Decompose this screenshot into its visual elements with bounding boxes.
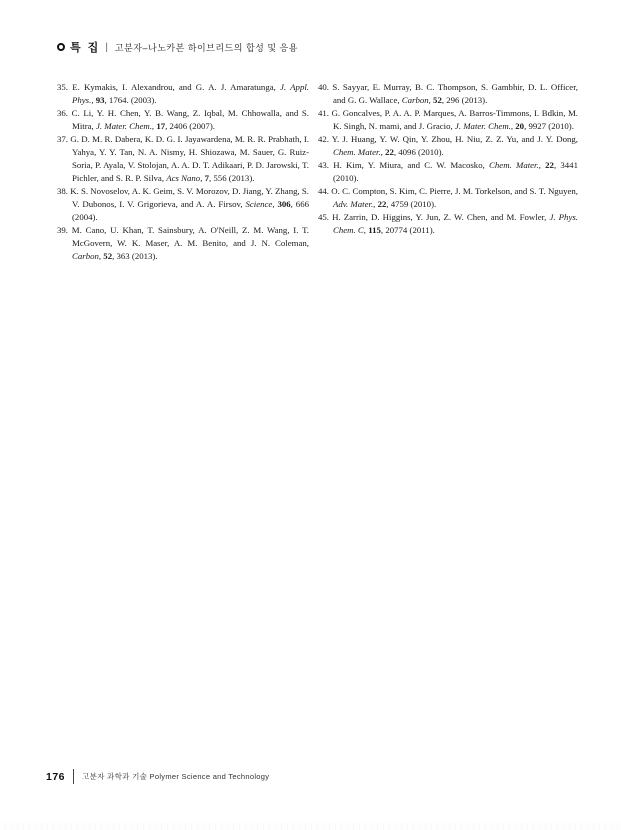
reference-item: 45. H. Zarrin, D. Higgins, Y. Jun, Z. W. Chen, and M. Fowler, J. Phys. Chem. C, 115, 20774 (2011). [318,212,578,235]
reference-item: 38. K. S. Novoselov, A. K. Geim, S. V. Morozov, D. Jiang, Y. Zhang, S. V. Dubonos, I. V. Grigorieva, and A. A. Firsov, Science, 306, 666 (2004). [57,186,309,222]
section-label: 특 집 [70,42,101,54]
reference-number: 40. [318,82,333,92]
journal-name: 고분자 과학과 기술 Polymer Science and Technology [82,772,270,781]
reference-number: 44. [318,186,332,196]
reference-item: 42. Y. J. Huang, Y. W. Qin, Y. Zhou, H. Niu, Z. Z. Yu, and J. Y. Dong, Chem. Mater., 22, 4096 (2010). [318,134,578,157]
reference-number: 37. [57,134,71,144]
reference-item: 43. H. Kim, Y. Miura, and C. W. Macosko, Chem. Mater., 22, 3441 (2010). [318,160,578,183]
feature-title: 고분자–나노카본 하이브리드의 합성 및 응용 [114,42,298,53]
header-divider: | [105,41,108,53]
reference-number: 39. [57,225,72,235]
reference-number: 41. [318,108,332,118]
page-footer [46,769,269,784]
reference-item: 41. G. Goncalves, P. A. A. P. Marques, A. Barros-Timmons, I. Bdkin, M. K. Singh, N. mami, and J. Gracio, J. Mater. Chem., 20, 9927 (2010). [318,108,578,131]
reference-item: 37. G. D. M. R. Dabera, K. D. G. I. Jayawardena, M. R. R. Prabhath, I. Yahya, Y. Y. Tan, N. A. Nismy, H. Shiozawa, M. Sauer, G. Ruiz-Soria, P. Ayala, V. Stolojan, A. A. D. T. Adikaari, P. D. Jarowski, T. Pichler, and S. R. P. Silva, Acs Nano, 7, 556 (2013). [57,134,310,183]
reference-number: 45. [318,212,333,222]
reference-number: 43. [318,160,334,170]
references-section [57,81,578,263]
reference-item: 36. C. Li, Y. H. Chen, Y. B. Wang, Z. Iqbal, M. Chhowalla, and S. Mitra, J. Mater. Chem., 17, 2406 (2007). [57,108,309,131]
footer-divider [73,769,74,784]
page-number: 176 [46,770,66,783]
reference-number: 38. [57,186,71,196]
page-header [57,39,298,55]
scan-edge-artifact [0,823,621,830]
reference-number: 42. [318,134,332,144]
reference-item: 44. O. C. Compton, S. Kim, C. Pierre, J. M. Torkelson, and S. T. Nguyen, Adv. Mater., 22, 4759 (2010). [318,186,578,209]
reference-item: 40. S. Sayyar, E. Murray, B. C. Thompson, S. Gambhir, D. L. Officer, and G. G. Wallace, Carbon, 52, 296 (2013). [318,82,578,105]
reference-number: 36. [57,108,72,118]
reference-item: 35. E. Kymakis, I. Alexandrou, and G. A. J. Amaratunga, J. Appl. Phys., 93, 1764. (2003). [57,82,309,105]
reference-item: 39. M. Cano, U. Khan, T. Sainsbury, A. O'Neill, Z. M. Wang, I. T. McGovern, W. K. Maser, A. M. Benito, and J. N. Coleman, Carbon, 52, 363 (2013). [57,225,309,261]
reference-number: 35. [57,82,73,92]
references-column-right [318,81,578,263]
ring-bullet-icon [57,43,65,51]
references-column-left [57,81,309,263]
